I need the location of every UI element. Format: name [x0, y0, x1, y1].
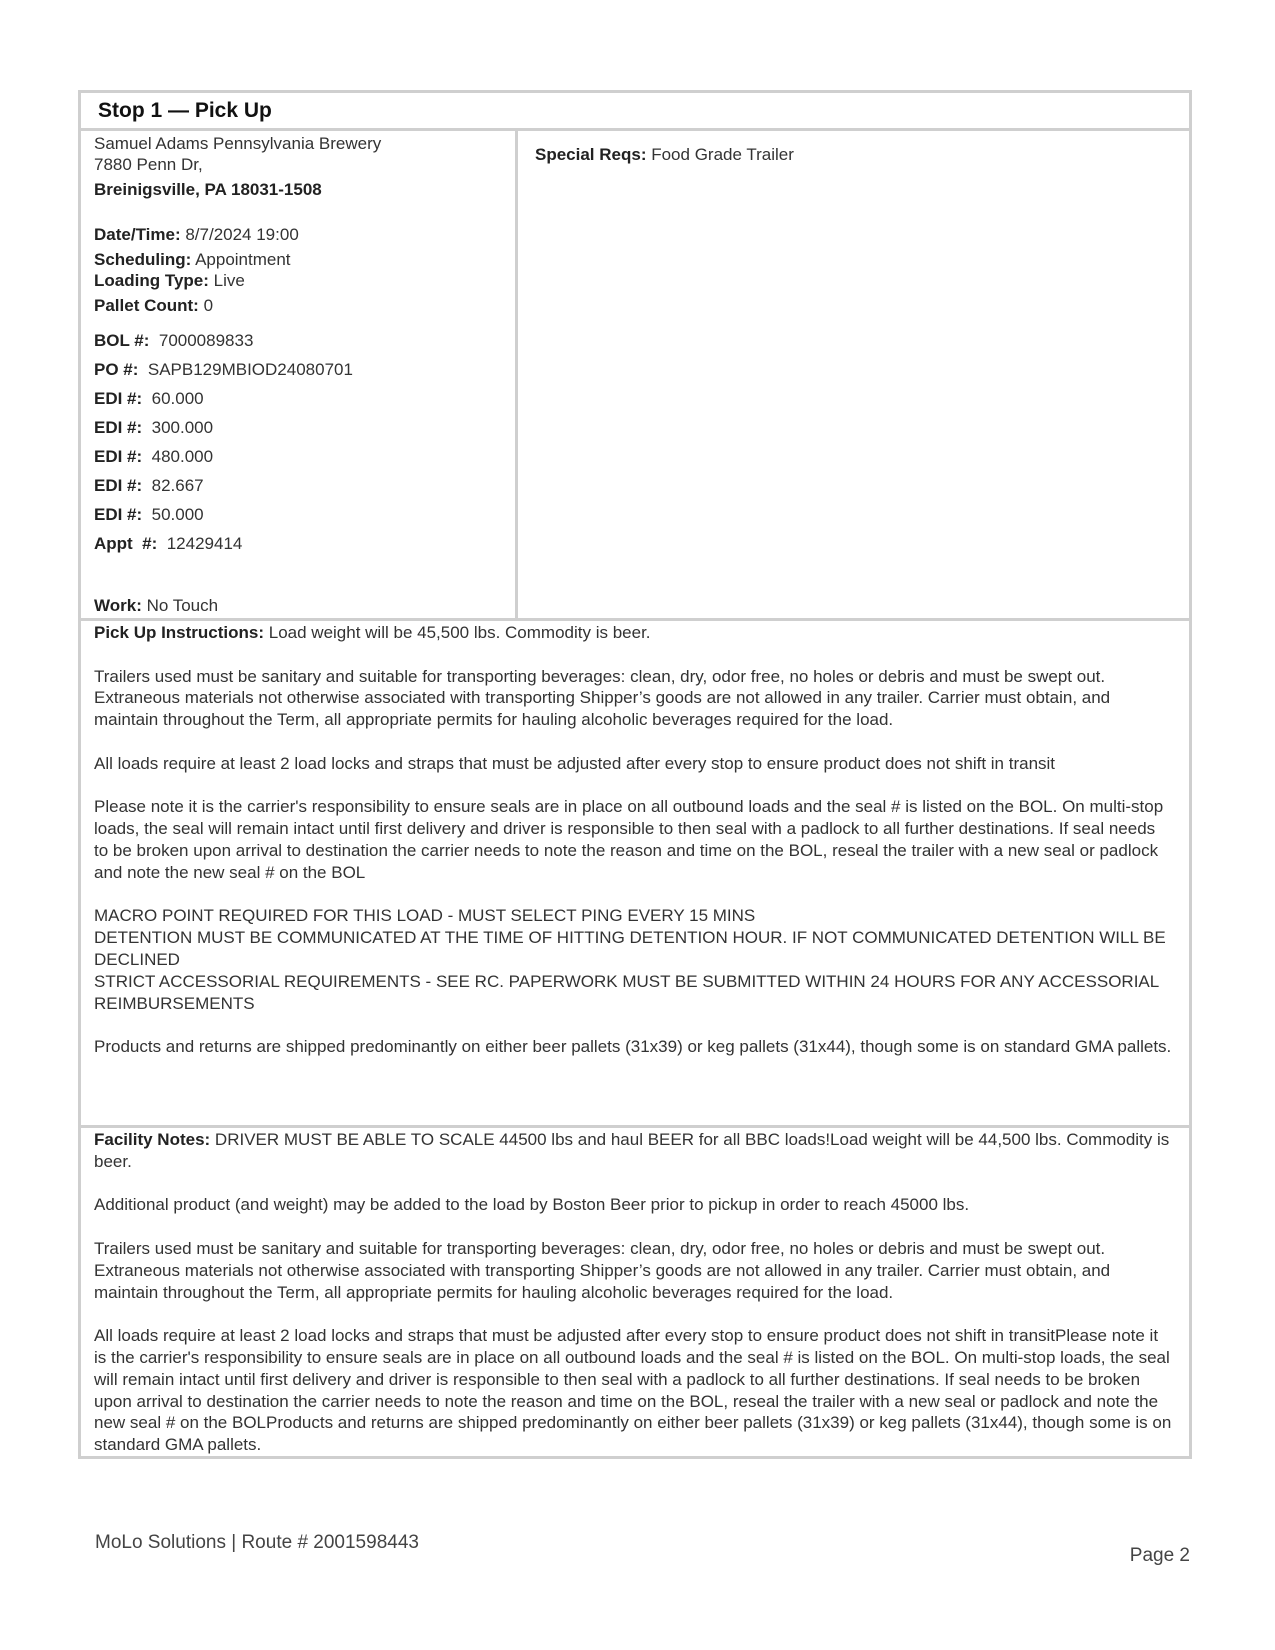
- scheduling-value: Appointment: [191, 250, 291, 269]
- facility-notes: [81, 1128, 1189, 1456]
- loading-type-label: Loading Type:: [94, 271, 209, 290]
- facility-street: 7880 Penn Dr,: [94, 155, 203, 174]
- pallet-count-label: Pallet Count:: [94, 296, 199, 315]
- stop-title: Stop 1 — Pick Up: [81, 93, 1189, 131]
- reference-row: [94, 413, 515, 442]
- facility-name: Samuel Adams Pennsylvania Brewery: [94, 134, 382, 153]
- reference-label: EDI #:: [94, 476, 143, 495]
- reference-value: 480.000: [142, 447, 214, 466]
- special-reqs-label: Special Reqs:: [535, 145, 647, 164]
- pickup-instructions-label: Pick Up Instructions:: [94, 623, 265, 642]
- facility-paragraph: Trailers used must be sanitary and suitable for transporting beverages: clean, dry, odor free, no holes or debris and must be swept out. Extraneous materials not otherwise associated with transporting Shipper’s goods are not allowed in any trailer. Carrier must obtain, and maintain throughout the Term, all appropriate permits for hauling alcoholic beverages required for the load.: [94, 1238, 1111, 1302]
- pickup-paragraph: MACRO POINT REQUIRED FOR THIS LOAD - MUST SELECT PING EVERY 15 MINS: [94, 906, 756, 926]
- reference-row: [94, 442, 515, 471]
- work-row: [94, 595, 218, 616]
- facility-paragraph: Additional product (and weight) may be added to the load by Boston Beer prior to pickup in order to reach 45000 lbs.: [94, 1195, 970, 1215]
- reference-row: [94, 529, 515, 558]
- loading-type-row: [94, 270, 515, 291]
- reference-label: BOL #:: [94, 331, 150, 350]
- reference-value: 82.667: [142, 476, 204, 495]
- special-reqs-value: Food Grade Trailer: [646, 145, 794, 164]
- datetime-value: 8/7/2024 19:00: [180, 225, 299, 244]
- pickup-paragraph: All loads require at least 2 load locks and straps that must be adjusted after every stop to ensure product does not shift in transit: [94, 753, 1056, 773]
- facility-notes-intro: [94, 1129, 1175, 1173]
- reference-label: PO #:: [94, 360, 139, 379]
- facility-notes-label: Facility Notes:: [94, 1130, 211, 1149]
- facility-notes-first: DRIVER MUST BE ABLE TO SCALE 44500 lbs and haul BEER for all BBC loads!Load weight will be 44,500 lbs. Commodity is beer.: [94, 1130, 1170, 1171]
- reference-list: [94, 326, 515, 558]
- pickup-instructions: [81, 621, 1189, 1128]
- facility-city: Breinigsville, PA 18031-1508: [94, 180, 322, 199]
- reference-row: [94, 500, 515, 529]
- pickup-instructions-first: Load weight will be 45,500 lbs. Commodity is beer.: [264, 623, 651, 642]
- pickup-instructions-intro: [94, 622, 1173, 644]
- stop-details-row: [81, 131, 1189, 621]
- reference-label: EDI #:: [94, 447, 143, 466]
- datetime-row: [94, 224, 515, 245]
- reference-label: EDI #:: [94, 505, 143, 524]
- reference-row: [94, 355, 515, 384]
- reference-label: EDI #:: [94, 389, 143, 408]
- footer-route: MoLo Solutions | Route # 2001598443: [95, 1532, 419, 1553]
- scheduling-label: Scheduling:: [94, 250, 192, 269]
- pallet-count-row: [94, 295, 515, 316]
- reference-value: 50.000: [142, 505, 204, 524]
- work-label: Work:: [94, 596, 142, 615]
- stop-details: [81, 131, 518, 618]
- pickup-paragraph: DETENTION MUST BE COMMUNICATED AT THE TIME OF HITTING DETENTION HOUR. IF NOT COMMUNICATED DETENTION WILL BE DECLINED: [94, 928, 1166, 969]
- reference-row: [94, 384, 515, 413]
- reference-value: SAPB129MBIOD24080701: [138, 360, 353, 379]
- reference-label: EDI #:: [94, 418, 143, 437]
- reference-value: 300.000: [142, 418, 214, 437]
- loading-type-value: Live: [208, 271, 245, 290]
- pickup-paragraph: Products and returns are shipped predominantly on either beer pallets (31x39) or keg pallets (31x44), though some is on standard GMA pallets.: [94, 1037, 1172, 1057]
- reference-row: [94, 326, 515, 355]
- reference-value: 60.000: [142, 389, 204, 408]
- stop-table: [78, 90, 1192, 1459]
- reference-value: 12429414: [157, 534, 243, 553]
- pickup-paragraph: STRICT ACCESSORIAL REQUIREMENTS - SEE RC. PAPERWORK MUST BE SUBMITTED WITHIN 24 HOURS FOR ANY ACCESSORIAL REIMBURSEMENTS: [94, 971, 1159, 1013]
- work-value: No Touch: [141, 596, 219, 615]
- page-number: Page 2: [1129, 1545, 1190, 1566]
- pickup-paragraph: Trailers used must be sanitary and suitable for transporting beverages: clean, dry, odor free, no holes or debris and must be swept out. Extraneous materials not otherwise associated with transporting Shipper’s goods are not allowed in any trailer. Carrier must obtain, and maintain throughout the Term, all appropriate permits for hauling alcoholic beverages required for the load.: [94, 666, 1111, 730]
- scheduling-row: [94, 249, 515, 270]
- reference-value: 7000089833: [149, 331, 254, 350]
- special-reqs: [518, 131, 1189, 618]
- reference-row: [94, 471, 515, 500]
- reference-label: Appt #:: [94, 534, 158, 553]
- pallet-count-value: 0: [198, 296, 214, 315]
- facility-paragraph: All loads require at least 2 load locks and straps that must be adjusted after every stop to ensure product does not shift in transitPlease note it is the carrier's responsibility to ensure seals are in place on all outbound loads and the seal # is listed on the BOL. On multi-stop loads, the seal will remain intact until first delivery and driver is responsible to then seal with a padlock to all further destinations. If seal needs to be broken upon arrival to destination the carrier needs to note the reason and time on the BOL, reseal the trailer with a new seal or padlock and note the new seal # on the BOLProducts and returns are shipped predominantly on either beer pallets (31x39) or keg pallets (31x44), though some is on standard GMA pallets.: [94, 1326, 1172, 1455]
- datetime-label: Date/Time:: [94, 225, 181, 244]
- pickup-paragraph: Please note it is the carrier's responsibility to ensure seals are in place on all outbound loads and the seal # is listed on the BOL. On multi-stop loads, the seal will remain intact until first delivery and driver is responsible to then seal with a padlock to all further destinations. If seal needs to be broken upon arrival to destination the carrier needs to note the reason and time on the BOL, reseal the trailer with a new seal or padlock and note the new seal # on the BOL: [94, 797, 1164, 882]
